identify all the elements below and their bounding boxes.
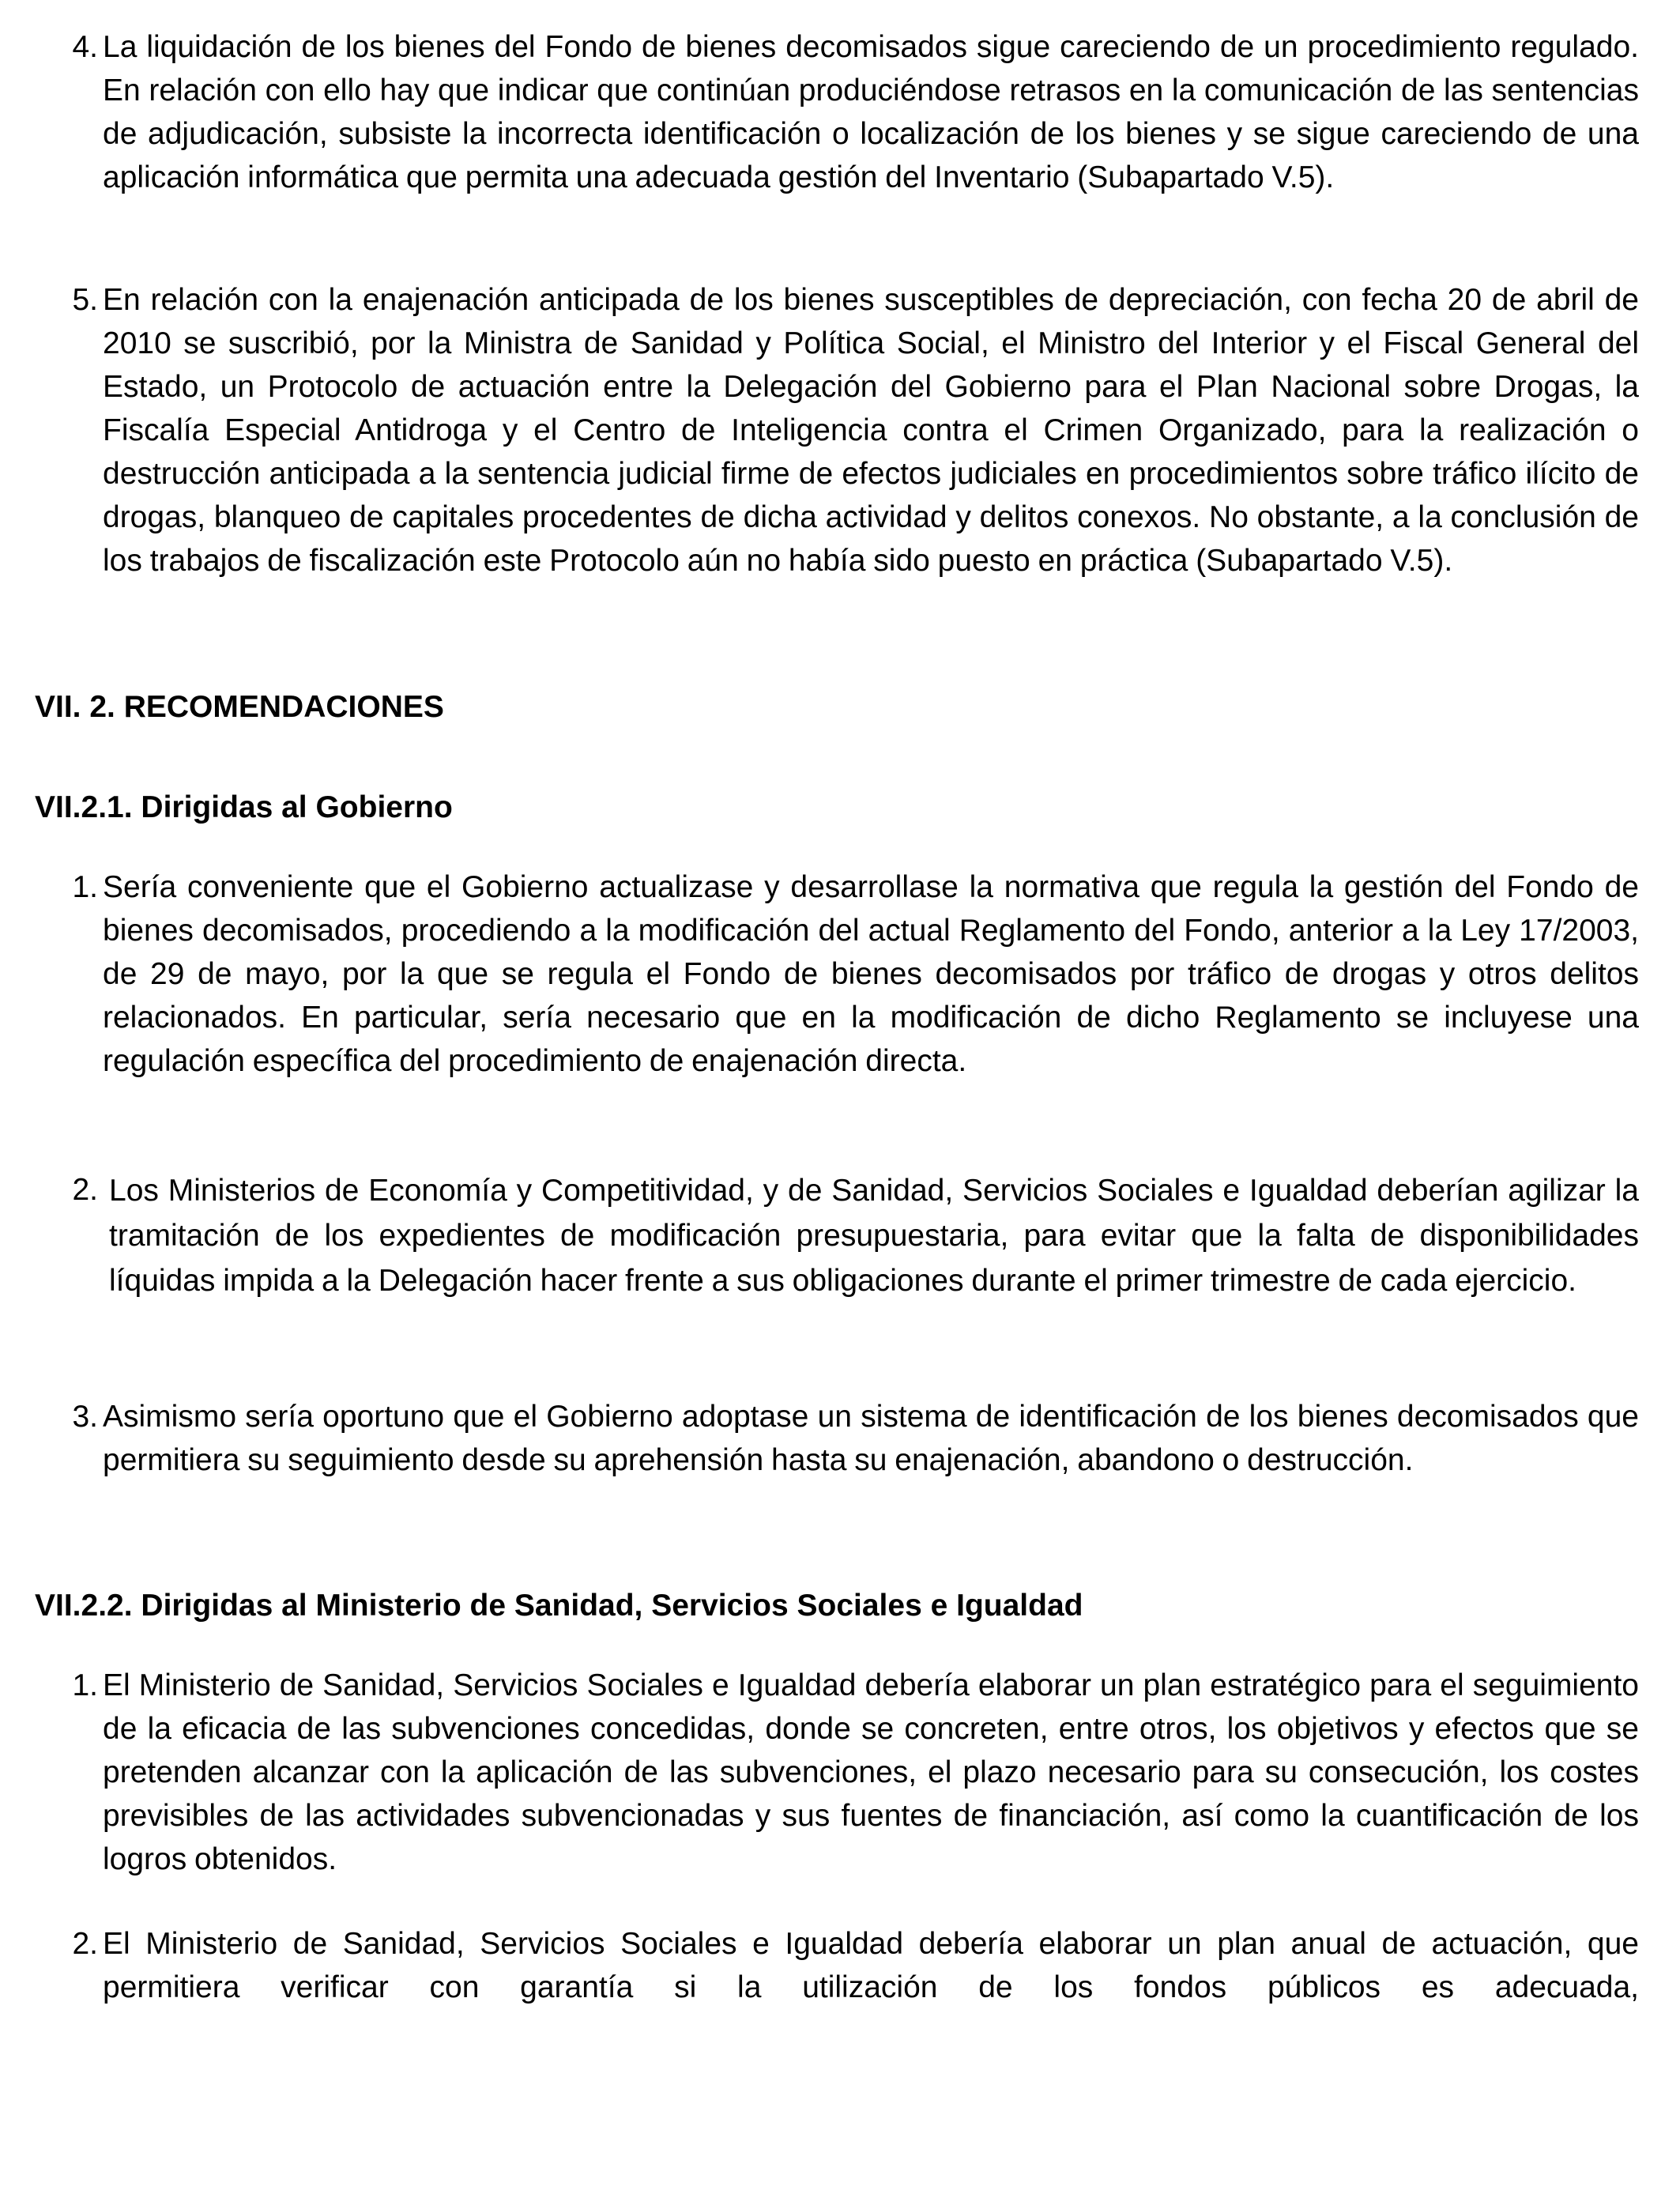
list-item-text: El Ministerio de Sanidad, Servicios Sociales e Igualdad debería elaborar un plan anual de actuación, que permitiera verificar con garantía si la utilización de los fondos públicos es adecuada,: [103, 1927, 1639, 2004]
list-item-number: 1.: [72, 870, 98, 904]
list-item-number: 3.: [72, 1400, 98, 1434]
list-item-number: 4.: [72, 30, 98, 64]
subsection-heading-ministerio: VII.2.2. Dirigidas al Ministerio de Sanidad, Servicios Sociales e Igualdad: [35, 1589, 1083, 1623]
list-item-text: Sería conveniente que el Gobierno actualizase y desarrollase la normativa que regula la gestión del Fondo de bienes decomisados, procediendo a la modificación del actual Reglamento del Fondo, anterior a la Ley 17/2003, de 29 de mayo, por la que se regula el Fondo de bienes decomisados por tráfico de drogas y otros delitos relacionados. En particular, sería necesario que en la modificación de dicho Reglamento se incluyese una regulación específica del procedimiento de enajenación directa.: [103, 870, 1639, 1078]
list-item-text: En relación con la enajenación anticipada de los bienes susceptibles de depreciación, con fecha 20 de abril de 2010 se suscribió, por la Ministra de Sanidad y Política Social, el Ministro del Interior y el Fiscal General del Estado, un Protocolo de actuación entre la Delegación del Gobierno para el Plan Nacional sobre Drogas, la Fiscalía Especial Antidroga y el Centro de Inteligencia contra el Crimen Organizado, para la realización o destrucción anticipada a la sentencia judicial firme de efectos judiciales en procedimientos sobre tráfico ilícito de drogas, blanqueo de capitales procedentes de dicha actividad y delitos conexos. No obstante, a la conclusión de los trabajos de fiscalización este Protocolo aún no había sido puesto en práctica (Subapartado V.5).: [103, 283, 1639, 578]
list-item-number: 5.: [72, 283, 98, 317]
list-item-number: 2.: [72, 1927, 98, 1961]
list-item-text: El Ministerio de Sanidad, Servicios Sociales e Igualdad debería elaborar un plan estratégico para el seguimiento de la eficacia de las subvenciones concedidas, donde se concreten, entre otros, los objetivos y efectos que se pretenden alcanzar con la aplicación de las subvenciones, el plazo necesario para su consecución, los costes previsibles de las actividades subvencionadas y sus fuentes de financiación, así como la cuantificación de los logros obtenidos.: [103, 1668, 1639, 1876]
list-item-text: La liquidación de los bienes del Fondo de bienes decomisados sigue careciendo de un procedimiento regulado. En relación con ello hay que indicar que continúan produciéndose retrasos en la comunicación de las sentencias de adjudicación, subsiste la incorrecta identificación o localización de los bienes y se sigue careciendo de una aplicación informática que permita una adecuada gestión del Inventario (Subapartado V.5).: [103, 30, 1639, 194]
list-item-text: Asimismo sería oportuno que el Gobierno adoptase un sistema de identificación de los bienes decomisados que permitiera su seguimiento desde su aprehensión hasta su enajenación, abandono o destrucción.: [103, 1400, 1639, 1477]
subsection-heading-gobierno: VII.2.1. Dirigidas al Gobierno: [35, 790, 453, 824]
list-item-text: Los Ministerios de Economía y Competitividad, y de Sanidad, Servicios Sociales e Igualdad deberían agilizar la tramitación de los expedientes de modificación presupuestaria, para evitar que la falta de disponibilidades líquidas impida a la Delegación hacer frente a sus obligaciones durante el primer trimestre de cada ejercicio.: [109, 1174, 1639, 1298]
list-item-number: 1.: [72, 1668, 98, 1702]
section-heading-recomendaciones: VII. 2. RECOMENDACIONES: [35, 690, 444, 724]
list-item-number: 2.: [72, 1173, 98, 1207]
